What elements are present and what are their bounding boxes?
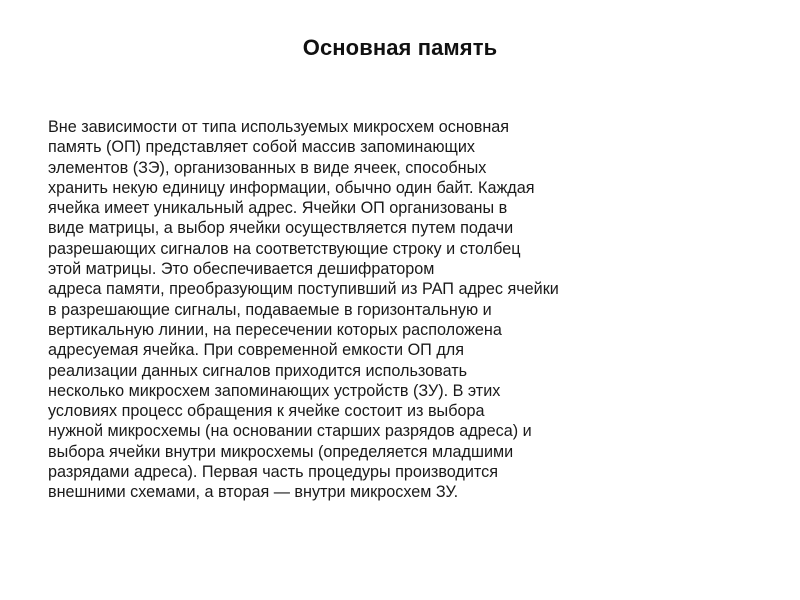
text-line: ячейка имеет уникальный адрес. Ячейки ОП организованы в — [48, 199, 508, 218]
text-line: в разрешающие сигналы, подаваемые в горизонтальную и — [48, 300, 492, 319]
text-line: нужной микросхемы (на основании старших разрядов адреса) и — [48, 422, 532, 441]
text-line: внешними схемами, а вторая — внутри микросхем ЗУ. — [48, 483, 459, 502]
text-line: несколько микросхем запоминающих устройств (ЗУ). В этих — [48, 381, 501, 400]
paragraph-2 — [48, 279, 760, 502]
text-line: виде матрицы, а выбор ячейки осуществляется путем подачи — [48, 219, 514, 238]
text-line: Вне зависимости от типа используемых микросхем основная — [48, 118, 510, 136]
text-line: разрешающих сигналов на соответствующие строку и столбец — [48, 239, 521, 258]
text-line: вертикальную линии, на пересечении которых расположена — [48, 320, 502, 339]
text-line: хранить некую единицу информации, обычно один байт. Каждая — [48, 178, 535, 197]
text-line: этой матрицы. Это обеспечивается дешифратором — [48, 260, 435, 279]
text-line: элементов (ЗЭ), организованных в виде ячеек, способных — [48, 158, 487, 177]
paragraph-1 — [48, 117, 760, 279]
slide-title: Основная память — [302, 35, 498, 60]
text-line: выбора ячейки внутри микросхемы (определяется младшими — [48, 442, 514, 461]
text-line: адреса памяти, преобразующим поступивший из РАП адрес ячейки — [48, 280, 559, 299]
slide-body — [48, 117, 760, 503]
text-line: реализации данных сигналов приходится использовать — [48, 361, 468, 380]
text-line: память (ОП) представляет собой массив запоминающих — [48, 138, 475, 157]
text-line: адресуемая ячейка. При современной емкости ОП для — [48, 341, 464, 360]
text-line: условиях процесс обращения к ячейке состоит из выбора — [48, 402, 485, 421]
text-line: разрядами адреса). Первая часть процедуры производится — [48, 463, 498, 482]
